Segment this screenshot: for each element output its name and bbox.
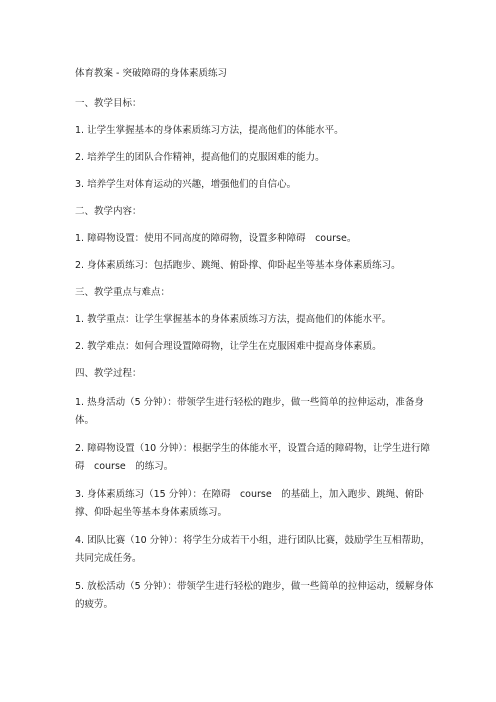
document-body [75,67,435,624]
section-heading-objectives: 一、教学目标： [75,98,142,109]
process-step: 1. 热身活动（5 分钟）：带领学生进行轻松的跑步，做一些简单的拉伸运动，准备身体。 [75,397,424,426]
process-step: 4. 团队比赛（10 分钟）：将学生分成若干小组，进行团队比赛，鼓励学生互相帮助，共同完成任务。 [75,535,430,564]
objective-item: 1. 让学生掌握基本的身体素质练习方法，提高他们的体能水平。 [75,125,344,136]
process-step: 3. 身体素质练习（15 分钟）：在障碍 course 的基础上，加入跑步、跳绳、俯卧撑、仰卧起坐等基本身体素质练习。 [75,489,424,518]
document-title: 体育教案 - 突破障碍的身体素质练习 [75,68,227,79]
objective-item: 2. 培养学生的团队合作精神，提高他们的克服困难的能力。 [75,152,325,163]
key-point-item: 1. 教学重点：让学生掌握基本的身体素质练习方法，提高他们的体能水平。 [75,314,392,325]
content-item: 1. 障碍物设置：使用不同高度的障碍物，设置多种障碍 course。 [75,233,357,244]
section-heading-key-points: 三、教学重点与难点： [75,287,171,298]
content-item: 2. 身体素质练习：包括跑步、跳绳、俯卧撑、仰卧起坐等基本身体素质练习。 [75,260,401,271]
process-step: 5. 放松活动（5 分钟）：带领学生进行轻松的跑步，做一些简单的拉伸运动，缓解身体的疲劳。 [75,581,434,610]
objective-item: 3. 培养学生对体育运动的兴趣，增强他们的自信心。 [75,179,297,190]
process-step: 2. 障碍物设置（10 分钟）：根据学生的体能水平，设置合适的障碍物，让学生进行障碍 course 的练习。 [75,443,430,472]
section-heading-content: 二、教学内容： [75,206,142,217]
key-point-item: 2. 教学难点：如何合理设置障碍物，让学生在克服困难中提高身体素质。 [75,341,382,352]
section-heading-process: 四、教学过程： [75,368,142,379]
